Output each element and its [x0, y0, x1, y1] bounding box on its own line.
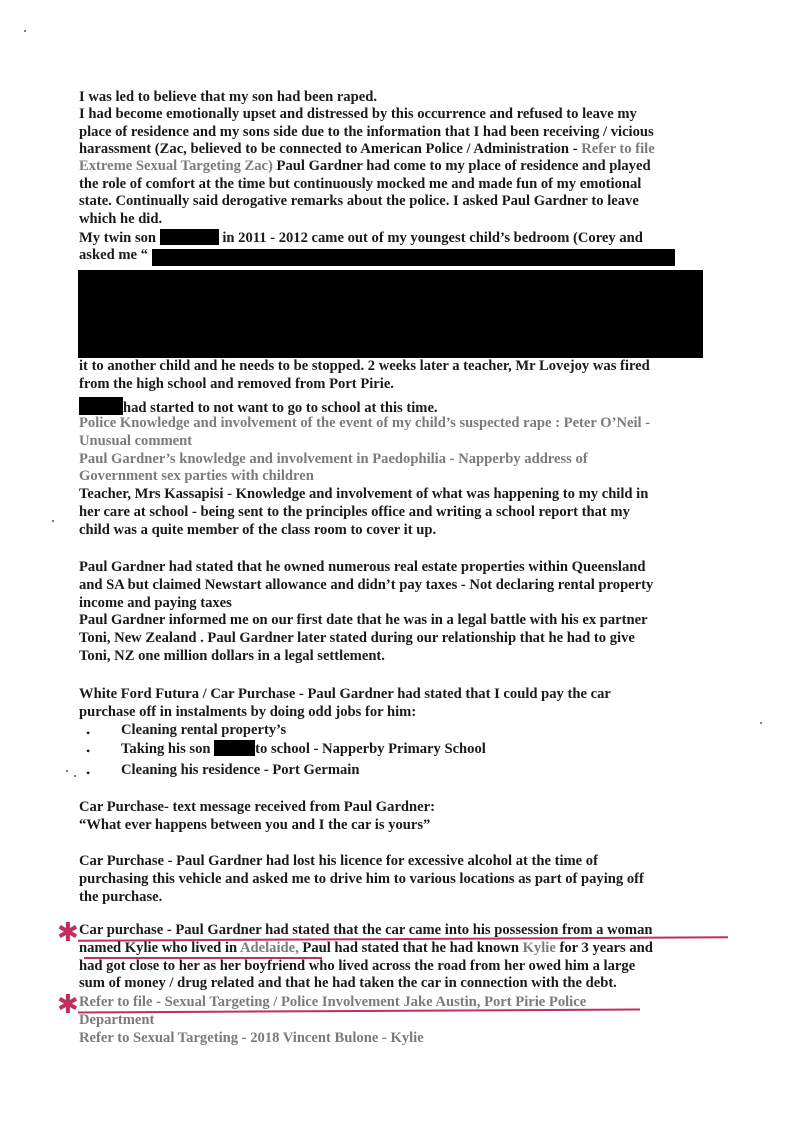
text-span: Kylie [518, 940, 556, 956]
file-reference: Extreme Sexual Targeting Zac) [79, 158, 273, 174]
redaction-box [214, 740, 255, 756]
text-line: child was a quite member of the class room to cover it up. [79, 522, 437, 538]
text-line: Car Purchase- text message received from Paul Gardner: [79, 799, 435, 815]
text-line [79, 141, 655, 158]
text-line [79, 229, 643, 247]
text-line: purchase off in instalments by doing odd jobs for him: [79, 704, 417, 720]
text-line: from the high school and removed from Port Pirie. [79, 376, 394, 392]
text-span: Paul had stated that he had known [298, 940, 519, 956]
text-span: My twin son [79, 230, 157, 246]
text-line: Unusual comment [79, 433, 193, 449]
bullet-marker: • [86, 766, 91, 780]
text-span: Taking his son [121, 741, 211, 757]
text-span: Adelaide, [237, 940, 299, 956]
text-line: the purchase. [79, 889, 163, 905]
text-line: place of residence and my sons side due to the information that I had been receiving / vicious [79, 124, 654, 140]
text-line: which he did. [79, 211, 163, 227]
text-line: Paul Gardner’s knowledge and involvement in Paedophilia - Napperby address of [79, 451, 588, 467]
bullet-item: Cleaning his residence - Port Germain [121, 762, 360, 778]
scan-speck [66, 770, 68, 772]
bullet-marker: • [86, 744, 91, 758]
text-line: Teacher, Mrs Kassapisi - Knowledge and involvement of what was happening to my child in [79, 486, 649, 502]
text-line: Police Knowledge and involvement of the event of my child’s suspected rape : Peter O’Neil - [79, 415, 651, 431]
text-line: her care at school - being sent to the principles office and writing a school report that my [79, 504, 630, 520]
text-span: asked me “ [79, 247, 148, 263]
text-line: had got close to her as her boyfriend who lived across the road from her owed him a large [79, 958, 636, 974]
text-line: Paul Gardner informed me on our first date that he was in a legal battle with his ex partner [79, 612, 648, 628]
handwritten-asterisk: ✱ [57, 990, 79, 1019]
text-line: I had become emotionally upset and distressed by this occurrence and refused to leave my [79, 106, 637, 122]
text-span: for 3 years and [555, 940, 653, 956]
text-span: to school - Napperby Primary School [255, 741, 486, 757]
text-line: Toni, NZ one million dollars in a legal settlement. [79, 648, 385, 664]
text-line [79, 397, 438, 417]
text-span: harassment (Zac, believed to be connected to American Police / Administration - [79, 141, 578, 157]
text-line [79, 158, 651, 175]
text-line: purchasing this vehicle and asked me to drive him to various locations as part of paying off [79, 871, 644, 887]
text-line: “What ever happens between you and I the car is yours” [79, 817, 431, 833]
text-line: state. Continually said derogative remarks about the police. I asked Paul Gardner to leave [79, 193, 639, 209]
text-span: had started to not want to go to school at this time. [123, 400, 438, 416]
text-line: Toni, New Zealand . Paul Gardner later stated during our relationship that he had to give [79, 630, 635, 646]
text-line: Paul Gardner had stated that he owned numerous real estate properties within Queensland [79, 559, 646, 575]
scan-speck [760, 722, 762, 724]
text-line: Refer to file - Sexual Targeting / Police Involvement Jake Austin, Port Pirie Police [79, 994, 587, 1010]
scan-speck [74, 775, 76, 777]
text-span: named Kylie who lived in [79, 940, 238, 956]
bullet-item [121, 740, 486, 758]
text-line: it to another child and he needs to be stopped. 2 weeks later a teacher, Mr Lovejoy was fired [79, 358, 650, 374]
file-reference: Refer to file [577, 141, 655, 157]
text-line: White Ford Futura / Car Purchase - Paul Gardner had stated that I could pay the car [79, 686, 611, 702]
text-line: Car purchase - Paul Gardner had stated that the car came into his possession from a woman [79, 922, 653, 938]
text-line: sum of money / drug related and that he had taken the car in connection with the debt. [79, 975, 617, 991]
handwritten-asterisk: ✱ [57, 918, 79, 947]
text-line: Refer to Sexual Targeting - 2018 Vincent Bulone - Kylie [79, 1030, 424, 1046]
redaction-box [152, 249, 675, 266]
text-span: in 2011 - 2012 came out of my youngest child’s bedroom (Corey and [222, 230, 643, 246]
scan-speck [24, 30, 26, 32]
text-line [79, 940, 653, 957]
text-line: Government sex parties with children [79, 468, 314, 484]
redaction-box [79, 397, 123, 415]
text-line: Car Purchase - Paul Gardner had lost his licence for excessive alcohol at the time of [79, 853, 598, 869]
text-line: I was led to believe that my son had been raped. [79, 89, 377, 105]
text-line: Department [79, 1012, 155, 1028]
redaction-box [160, 229, 219, 245]
text-line: and SA but claimed Newstart allowance and didn’t pay taxes - Not declaring rental property [79, 577, 654, 593]
redaction-box [78, 270, 703, 358]
text-span: Paul Gardner had come to my place of residence and played [272, 158, 651, 174]
bullet-marker: • [86, 726, 91, 740]
text-line: income and paying taxes [79, 595, 232, 611]
text-line: the role of comfort at the time but continuously mocked me and made fun of my emotional [79, 176, 642, 192]
bullet-item: Cleaning rental property’s [121, 722, 287, 738]
scan-speck [52, 520, 54, 522]
text-line [79, 247, 148, 264]
